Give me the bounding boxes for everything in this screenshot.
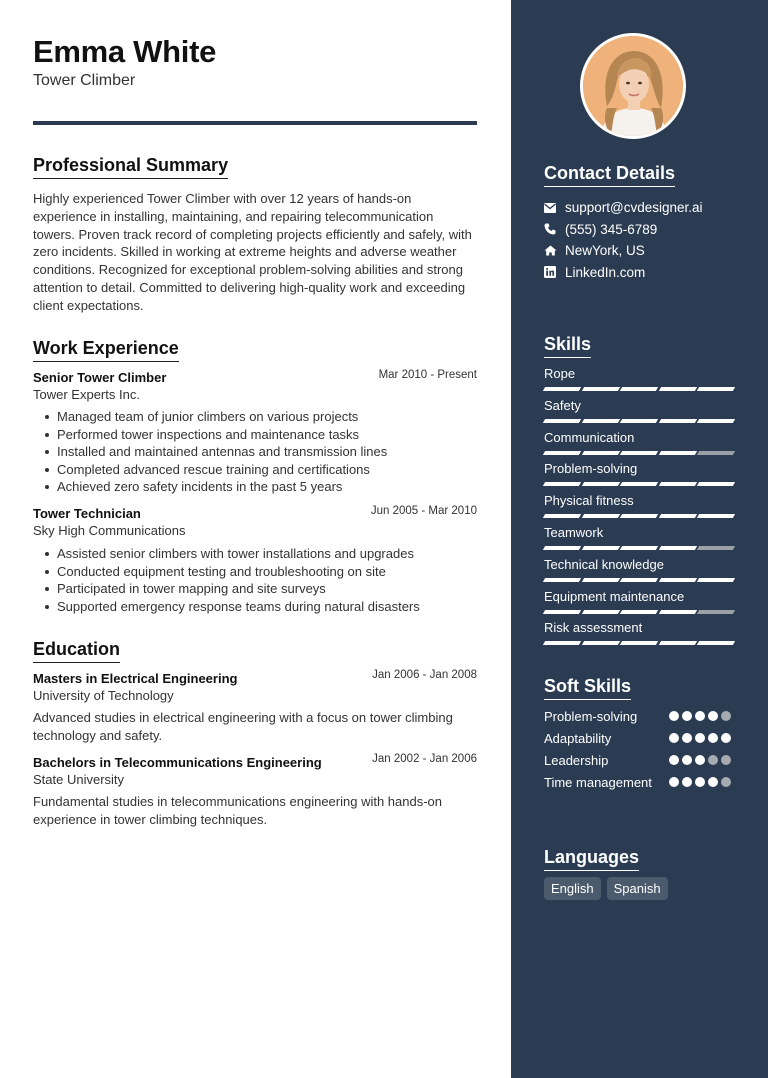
- list-item: Completed advanced rescue training and certifications: [33, 461, 477, 479]
- contact-email-text: support@cvdesigner.ai: [565, 200, 703, 216]
- skill-level-segment: [581, 482, 619, 486]
- skill-level-segment: [697, 451, 735, 455]
- experience-heading: Work Experience: [33, 338, 179, 362]
- job-title: Tower Technician: [33, 506, 141, 521]
- skill-level-segment: [543, 387, 581, 391]
- soft-skills-heading: Soft Skills: [544, 676, 631, 700]
- skill-level-segment: [581, 419, 619, 423]
- contact-phone-text: (555) 345-6789: [565, 221, 658, 237]
- list-item: Supported emergency response teams during natural disasters: [33, 598, 477, 616]
- skill-level-segment: [543, 451, 581, 455]
- skill-level-segment: [697, 387, 735, 391]
- skill-level-segment: [659, 451, 697, 455]
- skill-name: Communication: [544, 430, 635, 445]
- contact-list: [544, 197, 744, 283]
- job-bullets: [33, 408, 477, 496]
- job-bullets: [33, 545, 477, 615]
- job-company: Sky High Communications: [33, 523, 186, 538]
- list-item: Performed tower inspections and maintenance tasks: [33, 426, 477, 444]
- skill-level-segment: [659, 641, 697, 645]
- skill-level-bar: [544, 451, 734, 455]
- language-tag: Spanish: [607, 877, 668, 900]
- skill-level-segment: [620, 451, 658, 455]
- skill-level-bar: [544, 578, 734, 582]
- list-item: Conducted equipment testing and troubleshooting on site: [33, 563, 477, 581]
- skills-heading: Skills: [544, 334, 591, 358]
- skill-level-segment: [543, 546, 581, 550]
- skill-level-segment: [581, 546, 619, 550]
- skill-level-segment: [659, 482, 697, 486]
- skill-level-segment: [543, 514, 581, 518]
- contact-phone[interactable]: [544, 219, 744, 241]
- skill-level-segment: [697, 514, 735, 518]
- skill-level-segment: [620, 482, 658, 486]
- home-icon: [544, 245, 565, 256]
- skill-level-segment: [581, 387, 619, 391]
- skill-level-bar: [544, 514, 734, 518]
- skill-level-segment: [620, 419, 658, 423]
- skill-level-segment: [620, 387, 658, 391]
- rating-dot: [669, 733, 679, 743]
- skill-level-segment: [620, 546, 658, 550]
- list-item: Participated in tower mapping and site surveys: [33, 580, 477, 598]
- skill-level-segment: [620, 514, 658, 518]
- candidate-name: Emma White: [33, 34, 217, 69]
- contact-heading: Contact Details: [544, 163, 675, 187]
- phone-icon: [544, 223, 565, 235]
- skill-level-segment: [659, 610, 697, 614]
- skill-level-segment: [543, 482, 581, 486]
- languages-heading: Languages: [544, 847, 639, 871]
- soft-skill-rating: [669, 755, 731, 765]
- rating-dot: [708, 733, 718, 743]
- rating-dot: [695, 733, 705, 743]
- list-item: Managed team of junior climbers on various projects: [33, 408, 477, 426]
- contact-linkedin[interactable]: [544, 262, 744, 284]
- language-tag: English: [544, 877, 601, 900]
- rating-dot: [695, 755, 705, 765]
- skill-level-segment: [581, 610, 619, 614]
- soft-skill-name: Time management: [544, 775, 652, 790]
- soft-skill-name: Leadership: [544, 753, 609, 768]
- degree-title: Bachelors in Telecommunications Engineering: [33, 755, 322, 770]
- rating-dot: [682, 777, 692, 787]
- skill-name: Problem-solving: [544, 461, 638, 476]
- degree-description: Fundamental studies in telecommunications engineering with hands-on experience in tower climbing techniques.: [33, 794, 443, 827]
- soft-skill-rating: [669, 733, 731, 743]
- rating-dot: [721, 711, 731, 721]
- envelope-icon: [544, 203, 565, 213]
- skill-level-segment: [543, 641, 581, 645]
- summary-heading: Professional Summary: [33, 155, 228, 179]
- rating-dot: [669, 711, 679, 721]
- skill-level-segment: [659, 546, 697, 550]
- summary-text: Highly experienced Tower Climber with over 12 years of hands-on experience in installing, maintaining, and repairing telecommunication towers. Proven track record of completing projects efficiently and safely, with zero incidents. Skilled in working at extreme heights and adverse weather conditions. Recognized for exceptional problem-solving abilities and strong attention to detail. Committed to delivering high-quality work and exceeding client expectations.: [33, 191, 472, 313]
- soft-skill-name: Problem-solving: [544, 709, 638, 724]
- candidate-role: Tower Climber: [33, 72, 136, 89]
- rating-dot: [708, 711, 718, 721]
- skill-name: Physical fitness: [544, 493, 634, 508]
- skill-name: Risk assessment: [544, 620, 643, 635]
- job-company: Tower Experts Inc.: [33, 387, 140, 402]
- rating-dot: [721, 733, 731, 743]
- skill-name: Rope: [544, 366, 576, 381]
- rating-dot: [721, 777, 731, 787]
- rating-dot: [682, 733, 692, 743]
- skill-name: Safety: [544, 398, 581, 413]
- contact-email[interactable]: [544, 197, 744, 219]
- skill-level-segment: [659, 419, 697, 423]
- rating-dot: [708, 755, 718, 765]
- degree-date: Jan 2006 - Jan 2008: [372, 669, 477, 681]
- skill-level-segment: [620, 610, 658, 614]
- job-date: Jun 2005 - Mar 2010: [370, 505, 477, 517]
- job-title: Senior Tower Climber: [33, 370, 167, 385]
- skill-level-segment: [697, 546, 735, 550]
- rating-dot: [682, 711, 692, 721]
- skill-level-segment: [581, 514, 619, 518]
- contact-location-text: NewYork, US: [565, 243, 645, 259]
- skill-level-bar: [544, 641, 734, 645]
- skill-name: Technical knowledge: [544, 557, 664, 572]
- rating-dot: [695, 777, 705, 787]
- list-item: Assisted senior climbers with tower installations and upgrades: [33, 545, 477, 563]
- job-date: Mar 2010 - Present: [378, 369, 477, 381]
- skill-level-bar: [544, 387, 734, 391]
- education-heading: Education: [33, 639, 120, 663]
- soft-skill-rating: [669, 711, 731, 721]
- degree-title: Masters in Electrical Engineering: [33, 671, 238, 686]
- skill-level-bar: [544, 610, 734, 614]
- school-name: State University: [33, 772, 125, 787]
- rating-dot: [695, 711, 705, 721]
- skill-level-segment: [543, 610, 581, 614]
- skill-level-segment: [659, 387, 697, 391]
- soft-skill-rating: [669, 777, 731, 787]
- skill-level-segment: [620, 578, 658, 582]
- degree-description: Advanced studies in electrical engineering with a focus on tower climbing technology and safety.: [33, 710, 453, 743]
- degree-date: Jan 2002 - Jan 2006: [372, 753, 477, 765]
- skill-level-segment: [543, 419, 581, 423]
- contact-location: [544, 240, 744, 262]
- skill-level-segment: [697, 641, 735, 645]
- rating-dot: [669, 755, 679, 765]
- languages-list: [544, 877, 668, 900]
- skill-level-bar: [544, 482, 734, 486]
- profile-photo: [580, 33, 686, 139]
- contact-linkedin-text: LinkedIn.com: [565, 264, 646, 280]
- skill-level-segment: [543, 578, 581, 582]
- skill-level-segment: [697, 578, 735, 582]
- list-item: Achieved zero safety incidents in the past 5 years: [33, 478, 477, 496]
- skill-name: Equipment maintenance: [544, 589, 685, 604]
- skill-level-segment: [659, 578, 697, 582]
- linkedin-icon: [544, 266, 565, 278]
- rating-dot: [708, 777, 718, 787]
- skill-level-segment: [697, 610, 735, 614]
- header-divider: [33, 121, 477, 125]
- skill-level-segment: [659, 514, 697, 518]
- skill-name: Teamwork: [544, 525, 604, 540]
- school-name: University of Technology: [33, 688, 174, 703]
- rating-dot: [721, 755, 731, 765]
- rating-dot: [682, 755, 692, 765]
- skill-level-segment: [697, 482, 735, 486]
- skill-level-segment: [697, 419, 735, 423]
- skill-level-segment: [581, 451, 619, 455]
- skill-level-segment: [581, 641, 619, 645]
- rating-dot: [669, 777, 679, 787]
- skill-level-bar: [544, 546, 734, 550]
- skill-level-segment: [581, 578, 619, 582]
- list-item: Installed and maintained antennas and transmission lines: [33, 443, 477, 461]
- soft-skill-name: Adaptability: [544, 731, 612, 746]
- skill-level-segment: [620, 641, 658, 645]
- sidebar: [511, 0, 768, 1078]
- skill-level-bar: [544, 419, 734, 423]
